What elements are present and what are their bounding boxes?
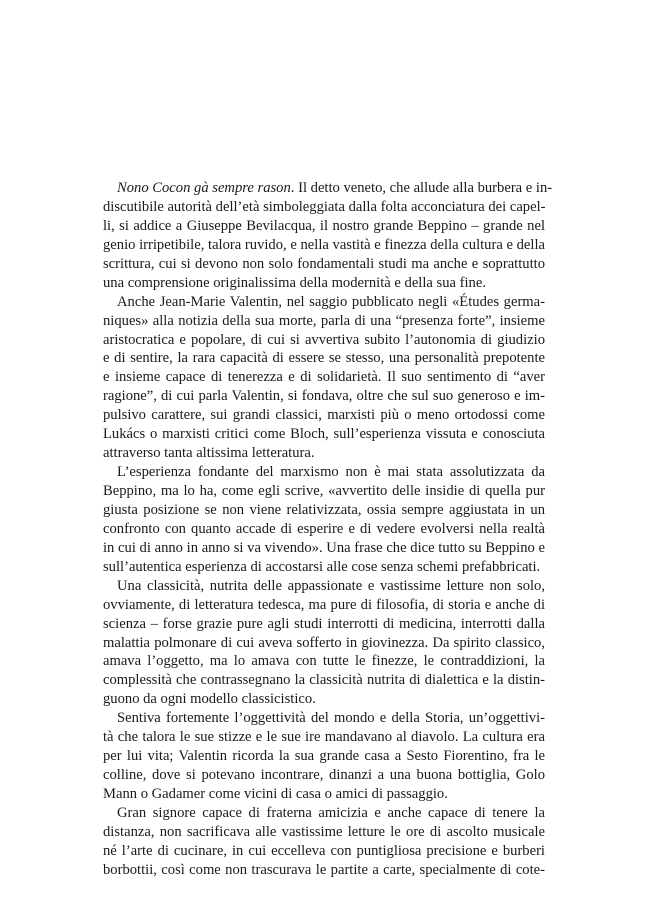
text-line (103, 671, 545, 690)
text-line (103, 577, 545, 596)
text-line (103, 842, 545, 861)
paragraph (103, 804, 545, 880)
text-line (103, 312, 545, 331)
line-text: . Il detto veneto, che allude alla burbera e in- (290, 180, 553, 196)
line-text: né l’arte di cucinare, in cui eccelleva con puntigliosa precisione e burberi (103, 842, 545, 859)
line-text: pulsivo carattere, sui grandi classici, marxisti più o meno ortodossi come (103, 407, 545, 424)
text-line (103, 463, 545, 482)
line-text: distanza, non sacrificava alle vastissime letture le ore di ascolto musicale (103, 823, 545, 840)
line-text: Gran signore capace di fraterna amicizia e anche capace di tenere la (117, 804, 545, 821)
line-text: attraverso tanta altissima letteratura. (103, 445, 315, 462)
text-line (103, 501, 545, 520)
line-text: e insieme capace di tenerezza e di solidarietà. Il suo sentimento di “aver (103, 369, 545, 386)
text-line (103, 236, 545, 255)
line-text: genio irripetibile, talora ruvido, e nella vastità e finezza della cultura e della (103, 236, 545, 253)
text-line (103, 596, 545, 615)
text-line (103, 728, 545, 747)
text-line (103, 387, 545, 406)
text-line (103, 255, 545, 274)
line-text: Anche Jean-Marie Valentin, nel saggio pubblicato negli «Études germa- (117, 293, 545, 310)
text-line (103, 539, 545, 558)
line-text: Beppino, ma lo ha, come egli scrive, «avvertito delle insidie di quella pur (103, 483, 545, 499)
line-text: discutibile autorità dell’età simboleggiata dalla folta acconciatura dei capel- (103, 198, 546, 215)
text-line (103, 558, 545, 577)
paragraph (103, 463, 545, 577)
text-line (103, 823, 545, 842)
text-line (103, 274, 545, 293)
line-text: ragione”, di cui parla Valentin, si fondava, oltre che sul suo generoso e im- (103, 388, 545, 405)
text-line (103, 652, 545, 671)
text-line (103, 747, 545, 766)
line-text: Lukács o marxisti critici come Bloch, sull’esperienza vissuta e conosciuta (103, 426, 545, 443)
text-line (103, 198, 545, 217)
text-line (103, 482, 545, 501)
text-line (103, 179, 553, 198)
line-text: aristocratica e popolare, di cui si avvertiva subito l’autonomia di giudizio (103, 331, 545, 348)
paragraph (103, 709, 545, 804)
text-line (103, 331, 545, 350)
text-line (103, 444, 545, 463)
line-text: colline, dove si potevano incontrare, dinanzi a una buona bottiglia, Golo (103, 767, 545, 784)
text-line (103, 406, 545, 425)
line-text: Una classicità, nutrita delle appassionate e vastissime letture non solo, (117, 577, 545, 594)
body-text (103, 179, 553, 880)
line-text: ovviamente, di letteratura tedesca, ma pure di filosofia, di storia e anche di (103, 596, 545, 613)
text-line (103, 293, 545, 312)
line-text: Mann o Gadamer come vicini di casa o amici di passaggio. (103, 786, 448, 802)
text-line (103, 217, 545, 236)
text-line (103, 634, 545, 653)
text-line (103, 861, 545, 880)
text-line (103, 349, 545, 368)
text-line (103, 785, 545, 804)
line-text: scienza – forse grazie pure agli studi interrotti di medicina, interrotti dalla (103, 615, 545, 632)
line-text: per lui vita; Valentin ricorda la sua grande casa a Sesto Fiorentino, fra le (103, 748, 545, 765)
line-text: Sentiva fortemente l’oggettività del mondo e della Storia, un’oggettivi- (117, 710, 545, 727)
text-line (103, 520, 545, 539)
text-line (103, 425, 545, 444)
text-line (103, 709, 545, 728)
text-line (103, 804, 545, 823)
line-text: complessità che contrassegnano la classicità nutrita di dialettica e la distin- (103, 672, 545, 689)
line-text: niques» alla notizia della sua morte, parla di una “presenza forte”, insieme (103, 312, 545, 329)
line-text: li, si addice a Giuseppe Bevilacqua, il nostro grande Beppino – grande nel (103, 217, 545, 234)
line-text: borbottii, così come non trascurava le partite a carte, specialmente di cote- (103, 861, 545, 878)
line-text: malattia polmonare di cui aveva sofferto in giovinezza. Da spirito classico, (103, 634, 545, 651)
text-line (103, 766, 545, 785)
paragraph (103, 179, 553, 293)
line-text: confronto con quanto accade di esperire e di vedere evolversi nella realtà (103, 520, 545, 537)
line-text: scrittura, cui si devono non solo fondamentali studi ma anche e soprattutto (103, 255, 545, 272)
text-line (103, 615, 545, 634)
text-line (103, 368, 545, 387)
line-text: giusta posizione se non viene relativizzata, ossia sempre aggiustata in un (103, 501, 545, 518)
italic-phrase: Nono Cocon gà sempre rason (117, 180, 291, 196)
text-line (103, 690, 545, 709)
line-text: L’esperienza fondante del marxismo non è mai stata assolutizzata da (117, 464, 545, 481)
paragraph (103, 577, 545, 710)
line-text: amava l’oggetto, ma lo amava con tutte le finezze, le contraddizioni, la (103, 653, 545, 670)
line-text: in cui di anno in anno si va vivendo». Una frase che dice tutto su Beppino e (103, 539, 545, 556)
paragraph (103, 293, 545, 463)
line-text: e di sentire, la rara capacità di essere se stesso, una personalità prepotente (103, 350, 545, 367)
line-text: tà che talora le sue stizze e le sue ire mandavano al diavolo. La cultura era (103, 729, 545, 746)
line-text: guono da ogni modello classicistico. (103, 691, 316, 708)
line-text: una comprensione originalissima della modernità e della sua fine. (103, 274, 486, 291)
line-text: sull’autentica esperienza di accostarsi alle cose senza schemi prefabbricati. (103, 558, 541, 575)
